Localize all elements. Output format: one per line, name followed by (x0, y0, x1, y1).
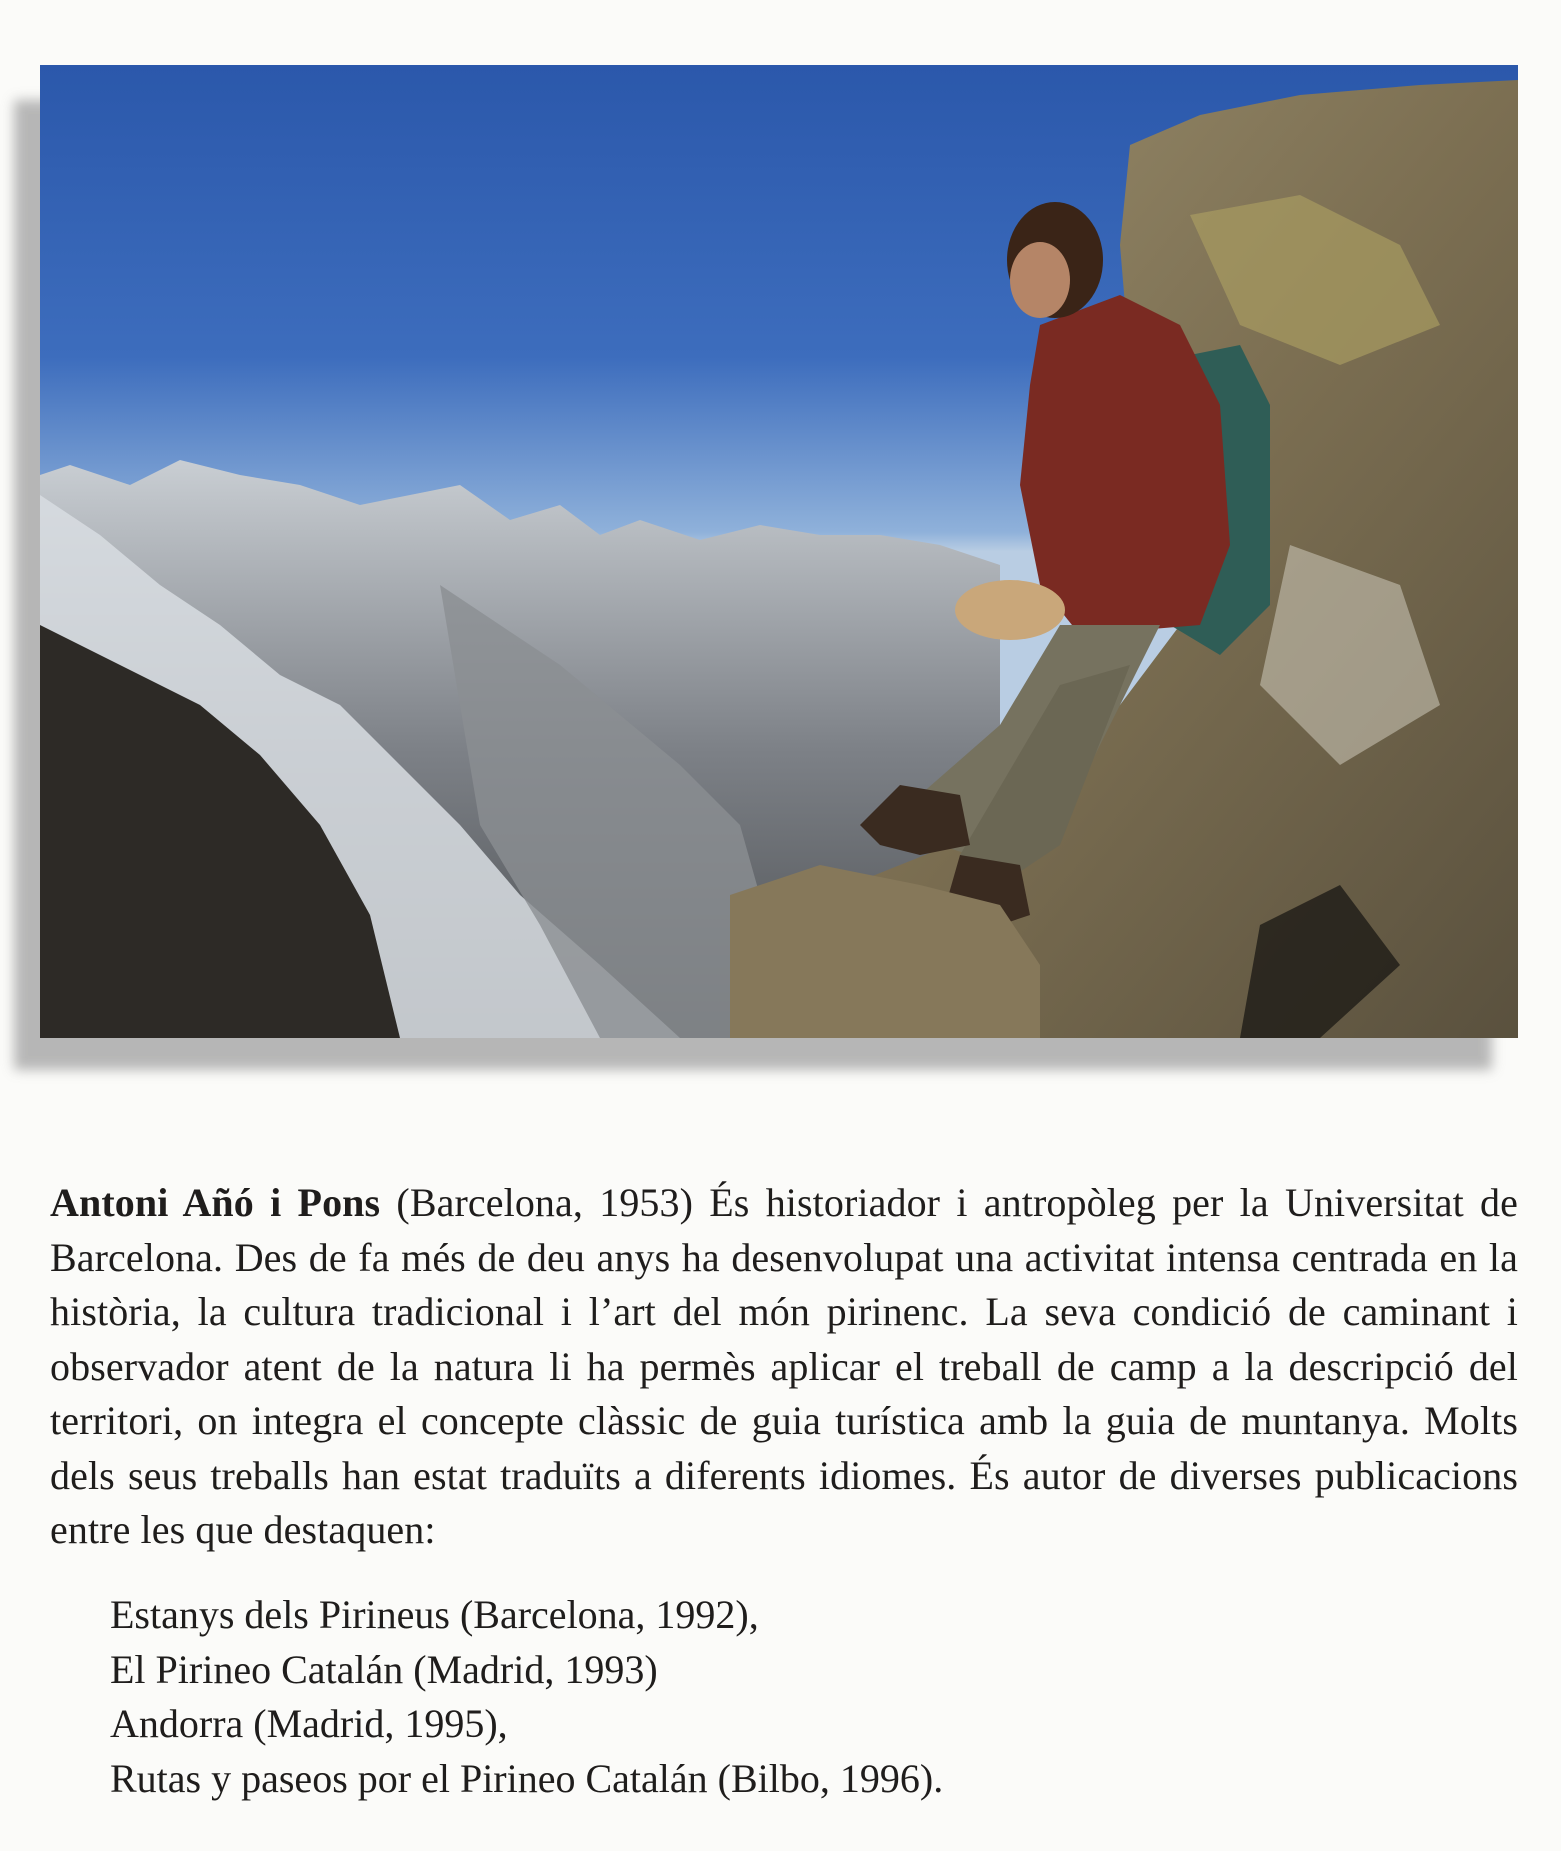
author-bio (50, 1176, 1518, 1558)
publication-item: Estanys dels Pirineus (Barcelona, 1992), (110, 1592, 759, 1637)
bio-text: (Barcelona, 1953) És historiador i antropòleg per la Universitat de Barcelona. Des de fa més de deu anys ha desenvolupat una activitat intensa centrada en la història, la cultura tradicional i l’art del món pirinenc. La seva condició de caminant i observador atent de la natura li ha permès aplicar el treball de camp a la descripció del territori, on integra el concepte clàssic de guia turística amb la guia de muntanya. Molts dels seus treballs han estat traduïts a diferents idiomes. És autor de diverses publicacions entre les que destaquen: (50, 1180, 1518, 1552)
publications-list (110, 1588, 943, 1806)
publication-item: El Pirineo Catalán (Madrid, 1993) (110, 1646, 658, 1692)
publication-item: Rutas y paseos por el Pirineo Catalán (Bilbo, 1996). (110, 1755, 944, 1801)
publication-item: Andorra (Madrid, 1995), (110, 1701, 508, 1746)
author-photo (40, 65, 1518, 1038)
author-name: Antoni Añó i Pons (50, 1180, 381, 1225)
mountain-landscape-image (40, 65, 1518, 1038)
